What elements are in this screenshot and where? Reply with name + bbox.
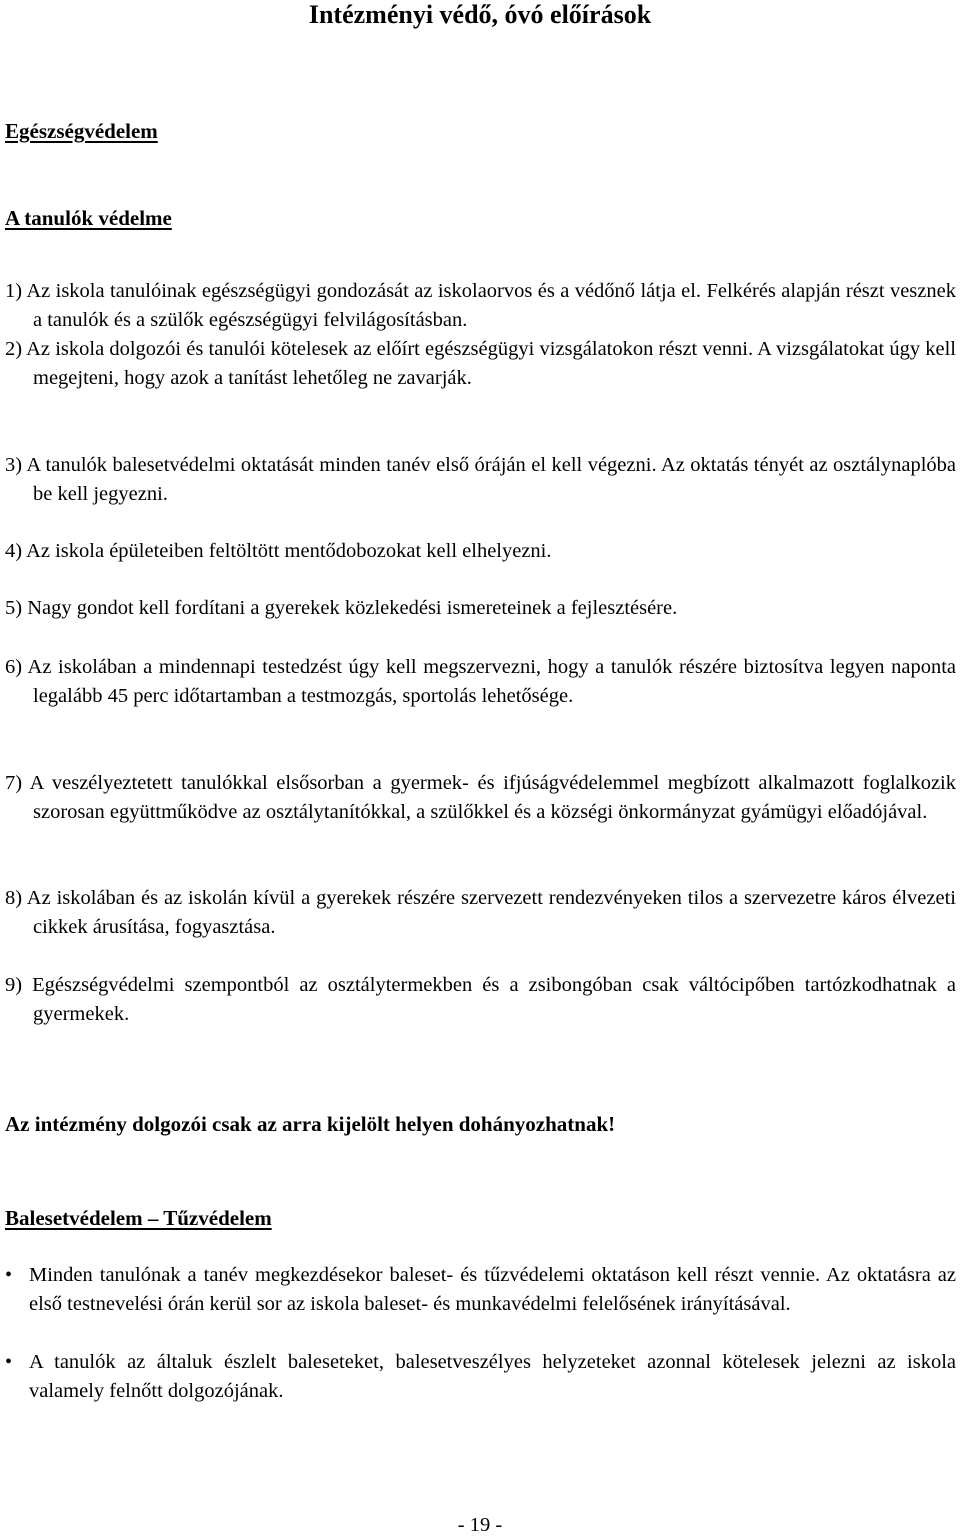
bullet-text: A tanulók az általuk észlelt baleseteket, balesetveszélyes helyzeteket azonnal kötelesek jelezni az iskola valamely felnőtt dolgozójának. — [29, 1351, 956, 1402]
page-number: - 19 - — [457, 1514, 503, 1536]
list-item-text: 3) A tanulók balesetvédelmi oktatását minden tanév első óráján el kell végezni. Az oktatás tényét az osztálynaplóba be kell jegyezni. — [5, 454, 956, 505]
section-heading-safety: Balesetvédelem – Tűzvédelem — [5, 1206, 272, 1230]
list-item — [5, 971, 956, 1029]
list-item-text: 2) Az iskola dolgozói és tanulói kötelesek az előírt egészségügyi vizsgálatokon részt venni. A vizsgálatokat úgy kell megejteni, hogy azok a tanítást lehetőleg ne zavarják. — [5, 338, 956, 389]
list-item — [5, 277, 956, 335]
section-heading-health: Egészségvédelem — [5, 119, 158, 143]
bullet-text: Minden tanulónak a tanév megkezdésekor baleset- és tűzvédelemi oktatáson kell részt vennie. Az oktatásra az első testnevelési órán kerül sor az iskola baleset- és munkavédelmi felelősének irányításával. — [29, 1264, 956, 1315]
list-item-text: 9) Egészségvédelmi szempontból az osztálytermekben és a zsibongóban csak váltócipőben tartózkodhatnak a gyermekek. — [5, 974, 956, 1025]
list-item — [5, 653, 956, 711]
subsection-heading-students: A tanulók védelme — [5, 206, 172, 230]
list-item — [5, 884, 956, 942]
list-item-text: 7) A veszélyeztetett tanulókkal elsősorban a gyermek- és ifjúságvédelemmel megbízott alkalmazott foglalkozik szorosan együttműködve az osztálytanítókkal, a szülőkkel és a községi önkormányzat gyámügyi előadójával. — [5, 772, 956, 823]
list-item — [5, 335, 956, 393]
list-item-text: 6) Az iskolában a mindennapi testedzést úgy kell megszervezni, hogy a tanulók részére biztosítva legyen naponta legalább 45 perc időtartamban a testmozgás, sportolás lehetősége. — [5, 656, 956, 707]
list-item — [5, 594, 956, 623]
list-item — [5, 537, 956, 566]
list-item-text: 8) Az iskolában és az iskolán kívül a gyerekek részére szervezett rendezvényeken tilos a szervezetre káros élvezeti cikkek árusítása, fogyasztása. — [5, 887, 956, 938]
list-item — [5, 769, 956, 827]
smoking-notice: Az intézmény dolgozói csak az arra kijelölt helyen dohányozhatnak! — [5, 1112, 616, 1136]
bullet-item — [5, 1348, 956, 1406]
bullet-icon: • — [5, 1264, 13, 1286]
page-title: Intézményi védő, óvó előírások — [308, 0, 652, 29]
bullet-item — [5, 1261, 956, 1319]
list-item-text: 5) Nagy gondot kell fordítani a gyerekek közlekedési ismereteinek a fejlesztésére. — [5, 597, 678, 619]
list-item — [5, 451, 956, 509]
list-item-text: 1) Az iskola tanulóinak egészségügyi gondozását az iskolaorvos és a védőnő látja el. Felkérés alapján részt vesznek a tanulók és a szülők egészségügyi felvilágosításban. — [5, 280, 956, 331]
bullet-icon: • — [5, 1351, 13, 1373]
list-item-text: 4) Az iskola épületeiben feltöltött mentődobozokat kell elhelyezni. — [5, 540, 552, 562]
